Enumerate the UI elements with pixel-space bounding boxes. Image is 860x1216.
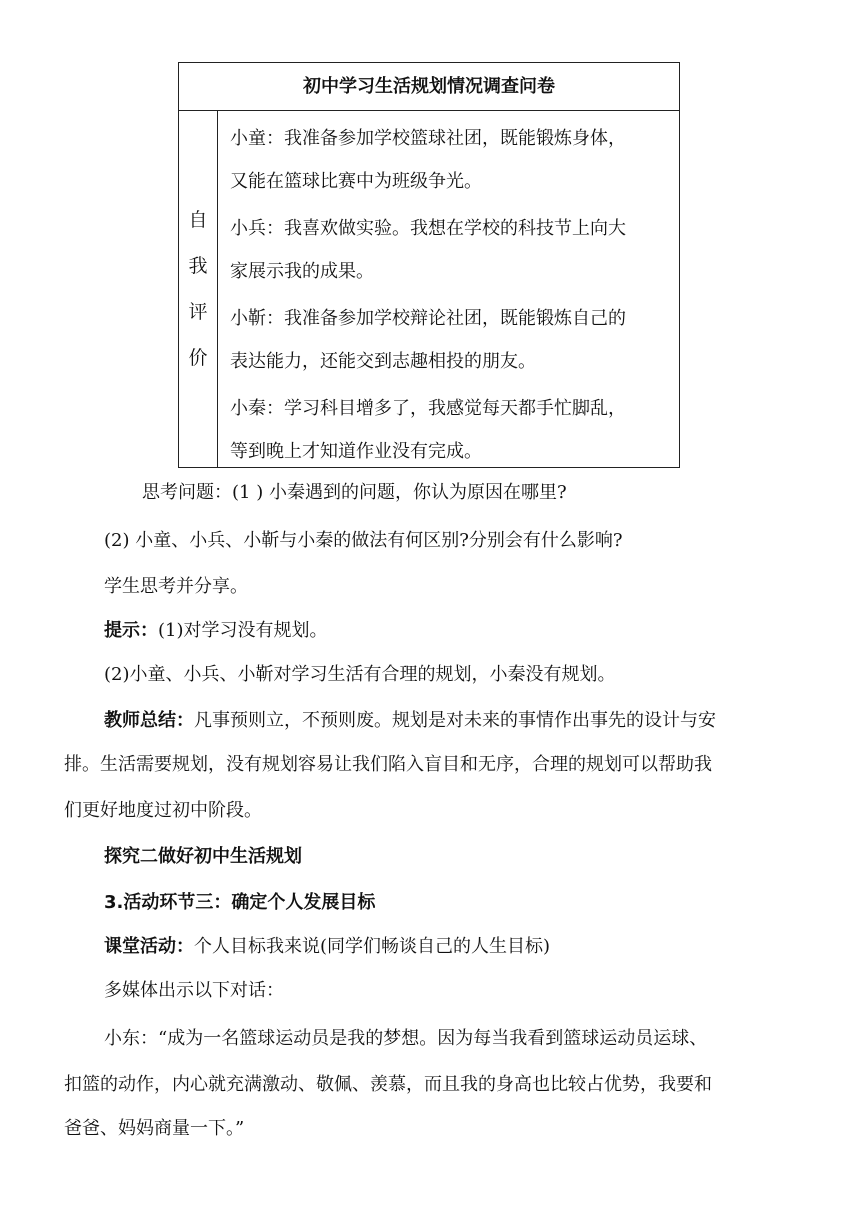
statement-xiaojin [230, 297, 679, 383]
statement-xiaoqin [230, 387, 679, 473]
summary-label: 教师总结： [104, 710, 194, 731]
statement-line: 小靳：我准备参加学校辩论社团，既能锻炼自己的 [230, 308, 626, 329]
summary-line-1 [104, 706, 716, 732]
statement-line: 等到晚上才知道作业没有完成。 [230, 441, 482, 462]
class-activity-line [104, 932, 550, 958]
side-char: 评 [188, 301, 208, 323]
statement-line: 家展示我的成果。 [230, 261, 374, 282]
statement-line: 小兵：我喜欢做实验。我想在学校的科技节上向大 [230, 218, 626, 239]
side-char: 自 [188, 209, 208, 231]
dialogue-line-3: 爸爸、妈妈商量一下。” [64, 1118, 245, 1139]
question-1: 思考问题：(1 ) 小秦遇到的问题，你认为原因在哪里? [142, 482, 567, 503]
side-char: 我 [188, 255, 208, 277]
survey-body [179, 111, 679, 467]
hint-1: (1)对学习没有规划。 [158, 620, 328, 641]
dialogue-line-1: 小东：“成为一名篮球运动员是我的梦想。因为每当我看到篮球运动员运球、 [104, 1028, 708, 1049]
question-2: (2) 小童、小兵、小靳与小秦的做法有何区别?分别会有什么影响? [104, 530, 623, 551]
statement-line: 小童：我准备参加学校篮球社团，既能锻炼身体， [230, 128, 626, 149]
dialogue-line-2: 扣篮的动作，内心就充满激动、敬佩、羡慕，而且我的身高也比较占优势，我要和 [64, 1074, 712, 1095]
hint-1-line [104, 616, 328, 642]
statement-xiaotong [230, 117, 679, 203]
statements-cell [218, 111, 679, 467]
share-text: 学生思考并分享。 [104, 576, 248, 597]
summary-line-3: 们更好地度过初中阶段。 [64, 800, 262, 821]
activity-title: 3.活动环节三：确定个人发展目标 [104, 892, 376, 913]
survey-title: 初中学习生活规划情况调查问卷 [179, 63, 679, 111]
statement-line: 表达能力，还能交到志趣相投的朋友。 [230, 351, 536, 372]
class-activity-label: 课堂活动： [104, 936, 194, 957]
statement-line: 小秦：学习科目增多了，我感觉每天都手忙脚乱， [230, 398, 626, 419]
section-title: 探究二做好初中生活规划 [104, 846, 302, 867]
hint-label: 提示： [104, 620, 158, 641]
hint-2: (2)小童、小兵、小靳对学习生活有合理的规划，小秦没有规划。 [104, 664, 616, 685]
statement-xiaobing [230, 207, 679, 293]
summary-text: 凡事预则立，不预则废。规划是对未来的事情作出事先的设计与安 [194, 710, 716, 731]
media-text: 多媒体出示以下对话： [104, 980, 284, 1001]
survey-table [178, 62, 680, 468]
statement-line: 又能在篮球比赛中为班级争光。 [230, 171, 482, 192]
class-activity-text: 个人目标我来说(同学们畅谈自己的人生目标) [194, 936, 551, 957]
summary-line-2: 排。生活需要规划，没有规划容易让我们陷入盲目和无序，合理的规划可以帮助我 [64, 754, 712, 775]
side-char: 价 [188, 347, 208, 369]
self-evaluation-label [179, 111, 218, 467]
